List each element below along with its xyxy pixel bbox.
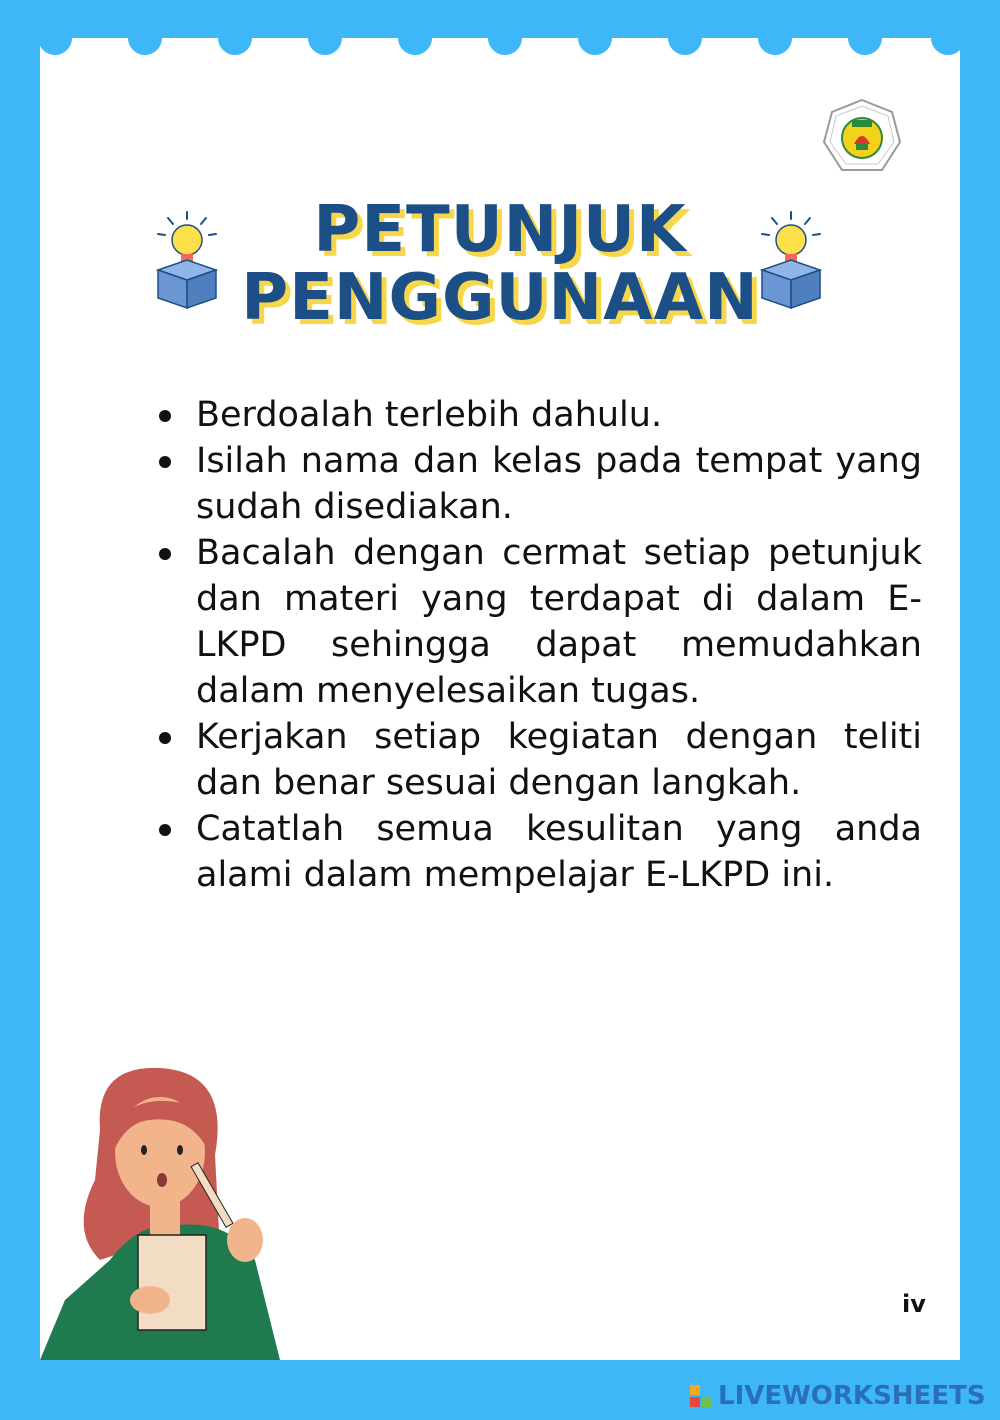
instruction-list xyxy=(150,392,922,898)
title-line-2: PENGGUNAAN xyxy=(241,261,759,335)
page-number: iv xyxy=(902,1290,926,1318)
stkip-emblem-icon xyxy=(822,98,902,178)
liveworksheets-brand: LIVEWORKSHEETS xyxy=(718,1381,986,1411)
instruction-item: Bacalah dengan cermat setiap petunjuk dan materi yang terdapat di dalam E-LKPD sehingga dapat memudahkan dalam menyelesaikan tugas. xyxy=(196,530,922,714)
thinking-student-illustration xyxy=(40,1060,300,1360)
title-line-1: PETUNJUK xyxy=(313,193,687,267)
liveworksheets-logo-icon xyxy=(690,1385,712,1407)
page-title xyxy=(200,193,800,335)
scalloped-top-edge xyxy=(40,30,960,60)
liveworksheets-watermark xyxy=(690,1378,986,1414)
instruction-item: Catatlah semua kesulitan yang anda alami dalam mempelajar E-LKPD ini. xyxy=(196,806,922,898)
instruction-item: Isilah nama dan kelas pada tempat yang sudah disediakan. xyxy=(196,438,922,530)
instruction-item: Berdoalah terlebih dahulu. xyxy=(196,392,922,438)
instruction-item: Kerjakan setiap kegiatan dengan teliti dan benar sesuai dengan langkah. xyxy=(196,714,922,806)
